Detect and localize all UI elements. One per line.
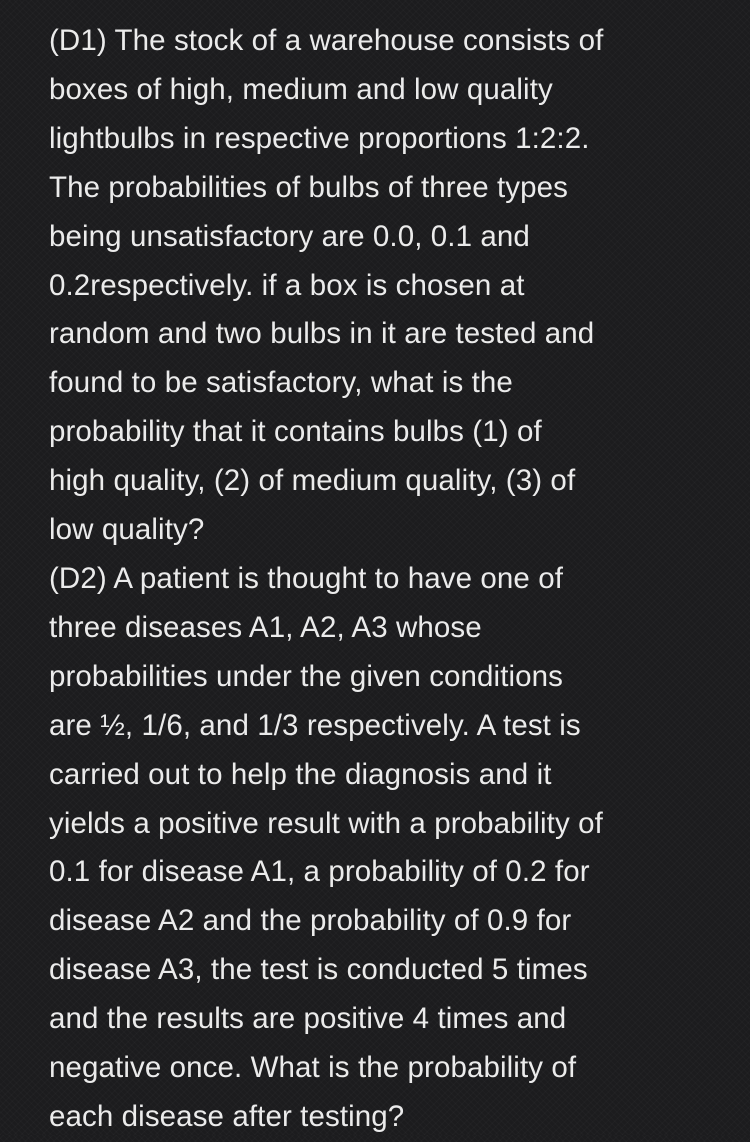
problem-d1 <box>49 17 729 555</box>
text-line: The probabilities of bulbs of three types <box>49 170 569 204</box>
text-line: carried out to help the diagnosis and it <box>49 757 552 791</box>
text-line: found to be satisfactory, what is the <box>49 366 513 400</box>
text-line: each disease after testing? <box>49 1099 405 1133</box>
problem-d2-text <box>49 555 729 1142</box>
text-line: boxes of high, medium and low quality <box>49 72 553 106</box>
text-line: (D2) A patient is thought to have one of <box>49 561 564 595</box>
text-line: lightbulbs in respective proportions 1:2:2. <box>49 121 590 155</box>
text-line: probabilities under the given conditions <box>49 659 564 693</box>
text-line: and the results are positive 4 times and <box>49 1002 567 1036</box>
text-line: high quality, (2) of medium quality, (3) of <box>49 464 576 498</box>
text-line: negative once. What is the probability of <box>49 1051 577 1085</box>
note-body[interactable] <box>49 17 729 1142</box>
text-line: low quality? <box>49 513 205 547</box>
text-line: are ½, 1/6, and 1/3 respectively. A test is <box>49 708 581 742</box>
problem-d1-text <box>49 17 729 555</box>
text-line: probability that it contains bulbs (1) of <box>49 415 542 449</box>
text-line: random and two bulbs in it are tested and <box>49 317 595 351</box>
text-line: 0.1 for disease A1, a probability of 0.2 for <box>49 855 590 889</box>
text-line: 0.2respectively. if a box is chosen at <box>49 268 525 302</box>
text-line: disease A2 and the probability of 0.9 for <box>49 904 572 938</box>
text-line: yields a positive result with a probability of <box>49 806 603 840</box>
text-line: three diseases A1, A2, A3 whose <box>49 610 482 644</box>
text-line: disease A3, the test is conducted 5 times <box>49 953 588 987</box>
problem-d2 <box>49 555 729 1142</box>
text-line: (D1) The stock of a warehouse consists of <box>49 24 604 57</box>
text-line: being unsatisfactory are 0.0, 0.1 and <box>49 219 530 253</box>
